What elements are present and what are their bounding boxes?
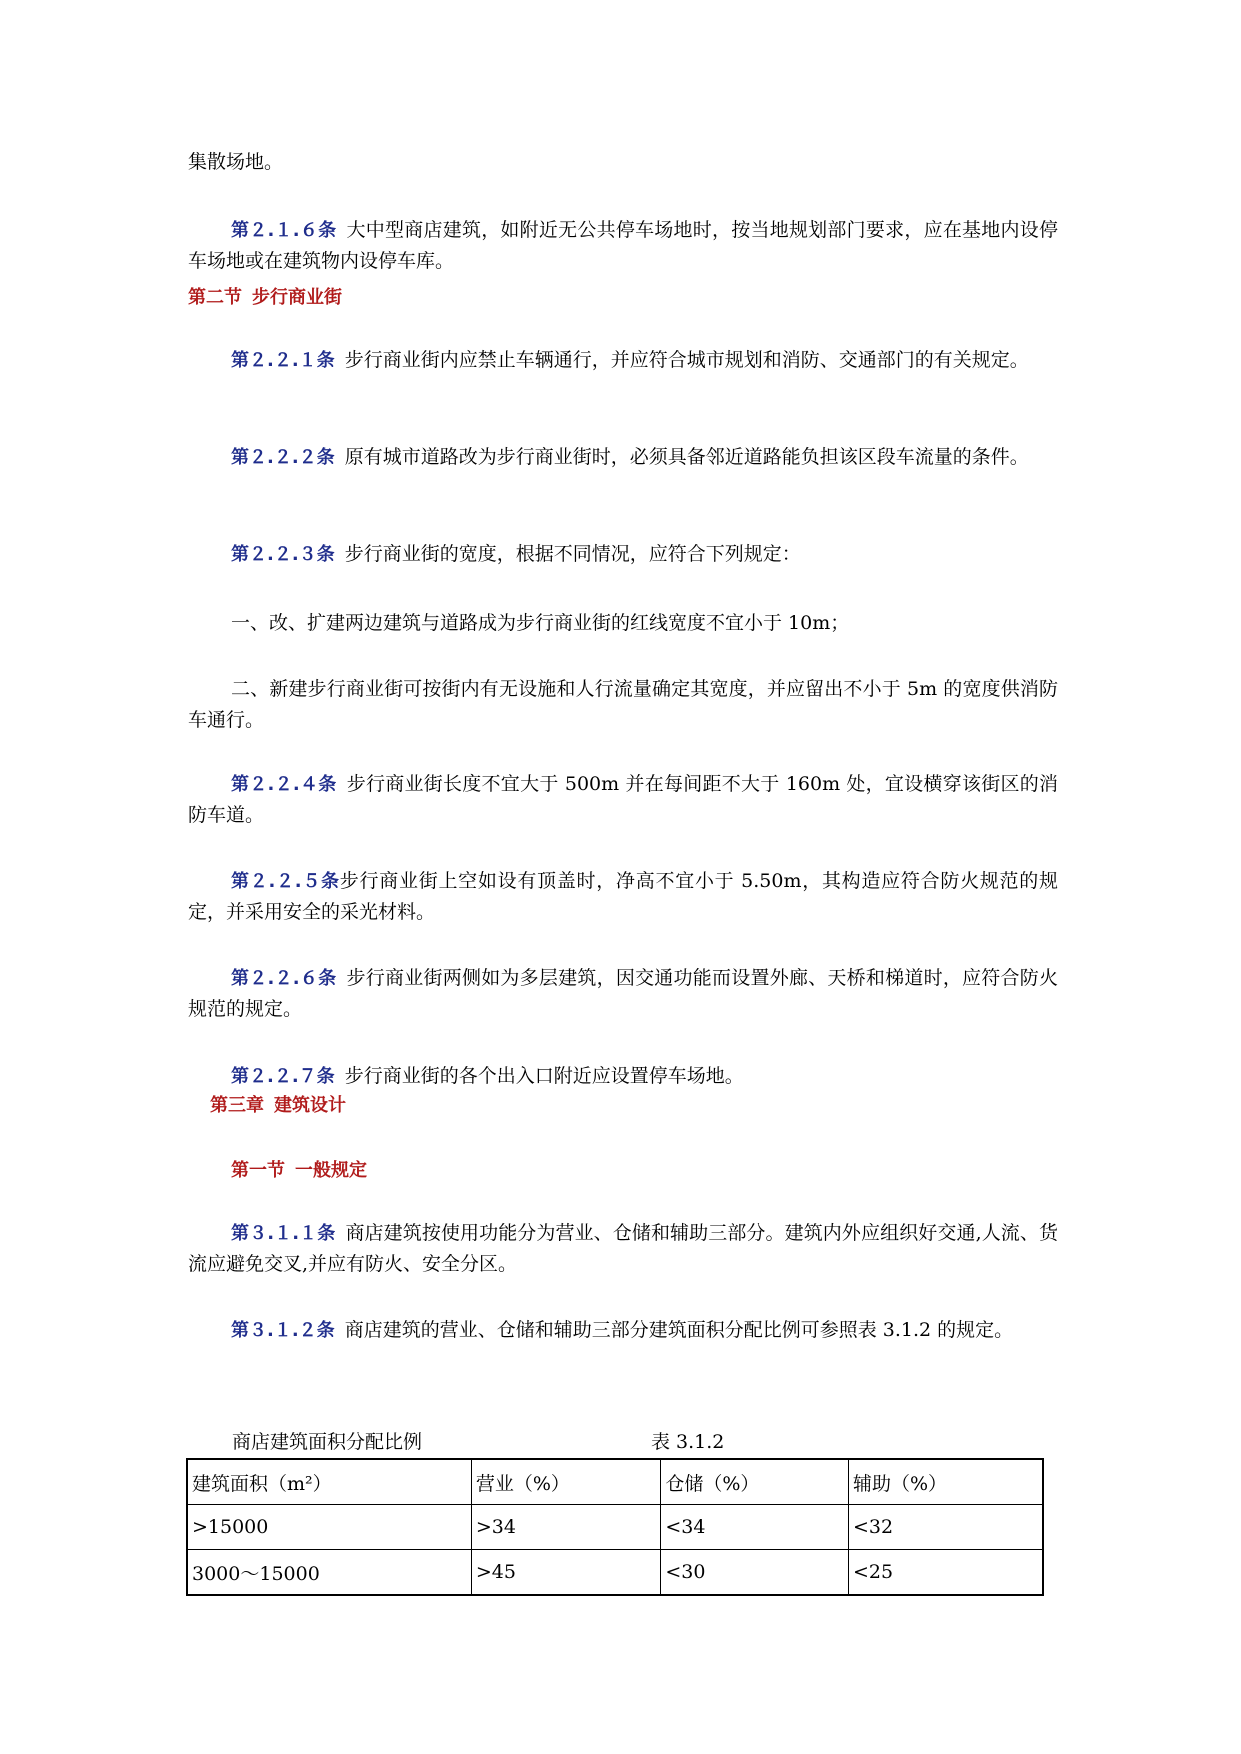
header-cell: 辅助（%） (848, 1459, 1043, 1505)
paragraph-fragment: 集散场地。 (188, 151, 284, 173)
article-number: 第２.２.６条 (231, 968, 337, 989)
article-number: 第２.２.２条 (231, 447, 335, 468)
table-cell: >34 (471, 1505, 661, 1550)
article-2-2-2 (188, 442, 1058, 473)
article-text: 商店建筑的营业、仓储和辅助三部分建筑面积分配比例可参照表 3.1.2 的规定。 (344, 1319, 1014, 1341)
table-cell: <30 (661, 1550, 849, 1596)
article-2-2-4 (188, 769, 1058, 831)
list-item-1: 一、改、扩建两边建筑与道路成为步行商业街的红线宽度不宜小于 10m； (231, 612, 850, 634)
heading-number: 第一节 (231, 1160, 285, 1181)
header-cell: 营业（%） (471, 1459, 661, 1505)
article-number: 第２.２.１条 (231, 350, 335, 371)
article-text: 步行商业街内应禁止车辆通行，并应符合城市规划和消防、交通部门的有关规定。 (344, 349, 1029, 371)
article-3-1-2 (188, 1315, 1058, 1346)
article-number: 第２.１.６条 (231, 220, 337, 241)
heading-title: 一般规定 (295, 1160, 367, 1181)
article-number: 第２.２.５条 (231, 871, 340, 892)
article-text: 商店建筑按使用功能分为营业、仓储和辅助三部分。建筑内外应组织好交通,人流、货流应避免交叉,并应有防火、安全分区。 (188, 1222, 1058, 1275)
table-row (187, 1550, 1043, 1596)
article-text: 大中型商店建筑，如附近无公共停车场地时，按当地规划部门要求，应在基地内设停车场地或在建筑物内设停车库。 (188, 219, 1058, 272)
header-cell: 仓储（%） (661, 1459, 849, 1505)
list-item-2: 二、新建步行商业街可按街内有无设施和人行流量确定其宽度，并应留出不小于 5m 的宽度供消防车通行。 (188, 678, 1058, 731)
table-cell: <25 (848, 1550, 1043, 1596)
table-cell: <32 (848, 1505, 1043, 1550)
heading-number: 第二节 (188, 287, 242, 308)
article-text: 步行商业街的各个出入口附近应设置停车场地。 (344, 1065, 744, 1087)
table-caption (232, 1428, 1032, 1456)
table-number: 表 3.1.2 (651, 1431, 725, 1453)
table-title: 商店建筑面积分配比例 (232, 1431, 423, 1453)
article-text: 步行商业街长度不宜大于 500m 并在每间距不大于 160m 处，宜设横穿该街区的消防车道。 (188, 773, 1058, 826)
article-2-2-7 (188, 1061, 1058, 1092)
article-number: 第２.２.４条 (231, 774, 337, 795)
article-number: 第２.２.３条 (231, 544, 335, 565)
table-cell: >15000 (187, 1505, 471, 1550)
article-2-2-6 (188, 963, 1058, 1025)
area-ratio-table (186, 1458, 1044, 1596)
section-heading-3-1 (231, 1158, 367, 1184)
article-text: 原有城市道路改为步行商业街时，必须具备邻近道路能负担该区段车流量的条件。 (344, 446, 1029, 468)
article-text: 步行商业街上空如设有顶盖时，净高不宜小于 5.50m，其构造应符合防火规范的规定，并采用安全的采光材料。 (188, 870, 1058, 923)
heading-title: 建筑设计 (274, 1095, 346, 1116)
chapter-heading-3 (210, 1093, 346, 1119)
heading-title: 步行商业街 (252, 287, 342, 308)
article-number: 第２.２.７条 (231, 1066, 335, 1087)
heading-number: 第三章 (210, 1095, 264, 1116)
article-text: 步行商业街的宽度，根据不同情况，应符合下列规定： (344, 543, 801, 565)
article-2-2-1 (188, 345, 1058, 376)
article-number: 第３.１.１条 (231, 1223, 336, 1244)
article-2-2-3 (188, 539, 1058, 570)
article-3-1-1 (188, 1218, 1058, 1280)
article-2-2-5 (188, 866, 1058, 928)
table-cell: >45 (471, 1550, 661, 1596)
header-cell: 建筑面积（m²） (187, 1459, 471, 1505)
article-number: 第３.１.２条 (231, 1320, 335, 1341)
table-cell: 3000～15000 (187, 1550, 471, 1596)
table-row (187, 1505, 1043, 1550)
article-2-1-6 (188, 215, 1058, 277)
section-heading-2-2 (188, 285, 342, 311)
table-cell: <34 (661, 1505, 849, 1550)
article-text: 步行商业街两侧如为多层建筑，因交通功能而设置外廊、天桥和梯道时，应符合防火规范的规定。 (188, 967, 1058, 1020)
table-header-row (187, 1459, 1043, 1505)
